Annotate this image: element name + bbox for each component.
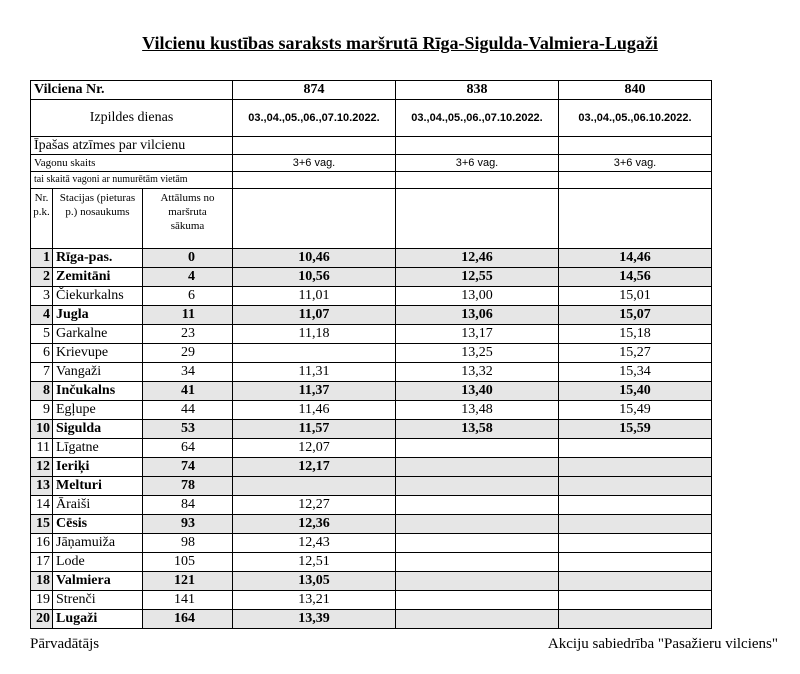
station-number: 12: [31, 458, 53, 477]
departure-time: [559, 610, 712, 629]
station-distance: 4: [143, 268, 233, 287]
departure-time: 13,06: [396, 306, 559, 325]
col-header-nr: Nr. p.k.: [31, 189, 53, 249]
station-number: 5: [31, 325, 53, 344]
departure-time: 12,51: [233, 553, 396, 572]
station-distance: 78: [143, 477, 233, 496]
departure-time: 15,18: [559, 325, 712, 344]
footer-carrier-name: Akciju sabiedrība "Pasažieru vilciens": [547, 636, 778, 652]
departure-time: 15,34: [559, 363, 712, 382]
numbered-seats-cell: [233, 172, 396, 189]
station-name: Čiekurkalns: [53, 287, 143, 306]
station-row: [31, 439, 712, 458]
departure-time: [559, 496, 712, 515]
station-distance: 105: [143, 553, 233, 572]
departure-time: 13,05: [233, 572, 396, 591]
departure-time: [396, 572, 559, 591]
departure-time: 12,27: [233, 496, 396, 515]
departure-time: 13,00: [396, 287, 559, 306]
station-row: [31, 496, 712, 515]
station-name: Jāņamuiža: [53, 534, 143, 553]
departure-time: 12,46: [396, 249, 559, 268]
special-notes-cell: [233, 137, 396, 155]
departure-time: [396, 515, 559, 534]
departure-time: [559, 553, 712, 572]
station-number: 13: [31, 477, 53, 496]
departure-time: [396, 439, 559, 458]
departure-time: 11,01: [233, 287, 396, 306]
station-name: Zemitāni: [53, 268, 143, 287]
station-name: Garkalne: [53, 325, 143, 344]
departure-time: [559, 534, 712, 553]
col-header-time: [559, 189, 712, 249]
departure-time: 11,31: [233, 363, 396, 382]
departure-time: 13,25: [396, 344, 559, 363]
departure-time: 13,21: [233, 591, 396, 610]
departure-time: 14,56: [559, 268, 712, 287]
departure-time: 11,57: [233, 420, 396, 439]
page-title: Vilcienu kustības saraksts maršrutā Rīga-Sigulda-Valmiera-Lugaži: [142, 33, 658, 53]
station-name: Sigulda: [53, 420, 143, 439]
station-row: [31, 572, 712, 591]
station-row: [31, 268, 712, 287]
station-number: 9: [31, 401, 53, 420]
station-name: Vangaži: [53, 363, 143, 382]
station-distance: 11: [143, 306, 233, 325]
station-name: Līgatne: [53, 439, 143, 458]
numbered-seats-label: tai skaitā vagoni ar numurētām vietām: [31, 172, 233, 189]
train-number: 874: [233, 81, 396, 100]
station-number: 11: [31, 439, 53, 458]
station-number: 8: [31, 382, 53, 401]
station-number: 15: [31, 515, 53, 534]
departure-time: 15,40: [559, 382, 712, 401]
station-row: [31, 515, 712, 534]
station-number: 16: [31, 534, 53, 553]
departure-time: 10,56: [233, 268, 396, 287]
station-name: Cēsis: [53, 515, 143, 534]
wagon-count: 3+6 vag.: [233, 155, 396, 172]
station-distance: 121: [143, 572, 233, 591]
special-notes-label: Īpašas atzīmes par vilcienu: [31, 137, 233, 155]
wagon-count: 3+6 vag.: [559, 155, 712, 172]
departure-time: 13,48: [396, 401, 559, 420]
departure-time: [559, 591, 712, 610]
station-distance: 44: [143, 401, 233, 420]
col-header-time: [233, 189, 396, 249]
station-number: 3: [31, 287, 53, 306]
operating-days: 03.,04.,05.,06.,07.10.2022.: [233, 100, 396, 137]
col-header-time: [396, 189, 559, 249]
col-header-station: Stacijas (pieturas p.) nosaukums: [53, 189, 143, 249]
station-number: 20: [31, 610, 53, 629]
departure-time: [396, 553, 559, 572]
station-distance: 141: [143, 591, 233, 610]
station-row: [31, 363, 712, 382]
station-name: Melturi: [53, 477, 143, 496]
station-distance: 41: [143, 382, 233, 401]
col-header-distance: Attālums no maršruta sākuma: [143, 189, 233, 249]
station-distance: 23: [143, 325, 233, 344]
departure-time: [396, 534, 559, 553]
station-distance: 0: [143, 249, 233, 268]
departure-time: 11,46: [233, 401, 396, 420]
departure-time: 15,49: [559, 401, 712, 420]
departure-time: 13,40: [396, 382, 559, 401]
station-row: [31, 610, 712, 629]
station-row: [31, 477, 712, 496]
station-row: [31, 420, 712, 439]
days-label: Izpildes dienas: [31, 100, 233, 137]
station-number: 10: [31, 420, 53, 439]
station-distance: 34: [143, 363, 233, 382]
station-name: Inčukalns: [53, 382, 143, 401]
station-row: [31, 534, 712, 553]
station-row: [31, 306, 712, 325]
station-name: Ieriķi: [53, 458, 143, 477]
station-distance: 6: [143, 287, 233, 306]
station-row: [31, 591, 712, 610]
station-name: Āraiši: [53, 496, 143, 515]
departure-time: 12,36: [233, 515, 396, 534]
timetable: [30, 80, 712, 629]
departure-time: [559, 572, 712, 591]
departure-time: 15,27: [559, 344, 712, 363]
wagons-label: Vagonu skaits: [31, 155, 233, 172]
special-notes-cell: [396, 137, 559, 155]
station-number: 14: [31, 496, 53, 515]
departure-time: [396, 458, 559, 477]
departure-time: 15,59: [559, 420, 712, 439]
departure-time: 15,01: [559, 287, 712, 306]
station-row: [31, 344, 712, 363]
station-number: 18: [31, 572, 53, 591]
station-name: Krievupe: [53, 344, 143, 363]
station-row: [31, 458, 712, 477]
departure-time: [396, 591, 559, 610]
special-notes-cell: [559, 137, 712, 155]
station-row: [31, 325, 712, 344]
station-name: Egļupe: [53, 401, 143, 420]
station-row: [31, 401, 712, 420]
train-number: 840: [559, 81, 712, 100]
station-distance: 93: [143, 515, 233, 534]
station-row: [31, 287, 712, 306]
departure-time: 11,07: [233, 306, 396, 325]
departure-time: [559, 477, 712, 496]
station-row: [31, 249, 712, 268]
station-distance: 164: [143, 610, 233, 629]
departure-time: 13,32: [396, 363, 559, 382]
departure-time: [559, 515, 712, 534]
wagon-count: 3+6 vag.: [396, 155, 559, 172]
departure-time: 13,58: [396, 420, 559, 439]
departure-time: 12,55: [396, 268, 559, 287]
station-number: 19: [31, 591, 53, 610]
station-row: [31, 553, 712, 572]
departure-time: [396, 610, 559, 629]
station-distance: 98: [143, 534, 233, 553]
station-name: Lode: [53, 553, 143, 572]
departure-time: [233, 477, 396, 496]
numbered-seats-cell: [559, 172, 712, 189]
departure-time: 13,39: [233, 610, 396, 629]
station-name: Rīga-pas.: [53, 249, 143, 268]
station-distance: 84: [143, 496, 233, 515]
station-name: Jugla: [53, 306, 143, 325]
departure-time: 12,43: [233, 534, 396, 553]
station-number: 7: [31, 363, 53, 382]
departure-time: [396, 477, 559, 496]
footer-carrier-label: Pārvadātājs: [30, 636, 100, 652]
departure-time: [559, 439, 712, 458]
departure-time: 11,18: [233, 325, 396, 344]
station-number: 2: [31, 268, 53, 287]
numbered-seats-cell: [396, 172, 559, 189]
station-distance: 74: [143, 458, 233, 477]
station-number: 1: [31, 249, 53, 268]
station-name: Valmiera: [53, 572, 143, 591]
departure-time: 12,07: [233, 439, 396, 458]
station-distance: 29: [143, 344, 233, 363]
train-nr-label: Vilciena Nr.: [31, 81, 233, 100]
station-row: [31, 382, 712, 401]
station-name: Strenči: [53, 591, 143, 610]
departure-time: 15,07: [559, 306, 712, 325]
operating-days: 03.,04.,05.,06.,07.10.2022.: [396, 100, 559, 137]
departure-time: [396, 496, 559, 515]
departure-time: 10,46: [233, 249, 396, 268]
station-distance: 53: [143, 420, 233, 439]
station-distance: 64: [143, 439, 233, 458]
station-name: Lugaži: [53, 610, 143, 629]
station-number: 6: [31, 344, 53, 363]
station-number: 17: [31, 553, 53, 572]
station-number: 4: [31, 306, 53, 325]
departure-time: 14,46: [559, 249, 712, 268]
departure-time: 12,17: [233, 458, 396, 477]
departure-time: 13,17: [396, 325, 559, 344]
operating-days: 03.,04.,05.,06.10.2022.: [559, 100, 712, 137]
departure-time: 11,37: [233, 382, 396, 401]
departure-time: [233, 344, 396, 363]
train-number: 838: [396, 81, 559, 100]
departure-time: [559, 458, 712, 477]
